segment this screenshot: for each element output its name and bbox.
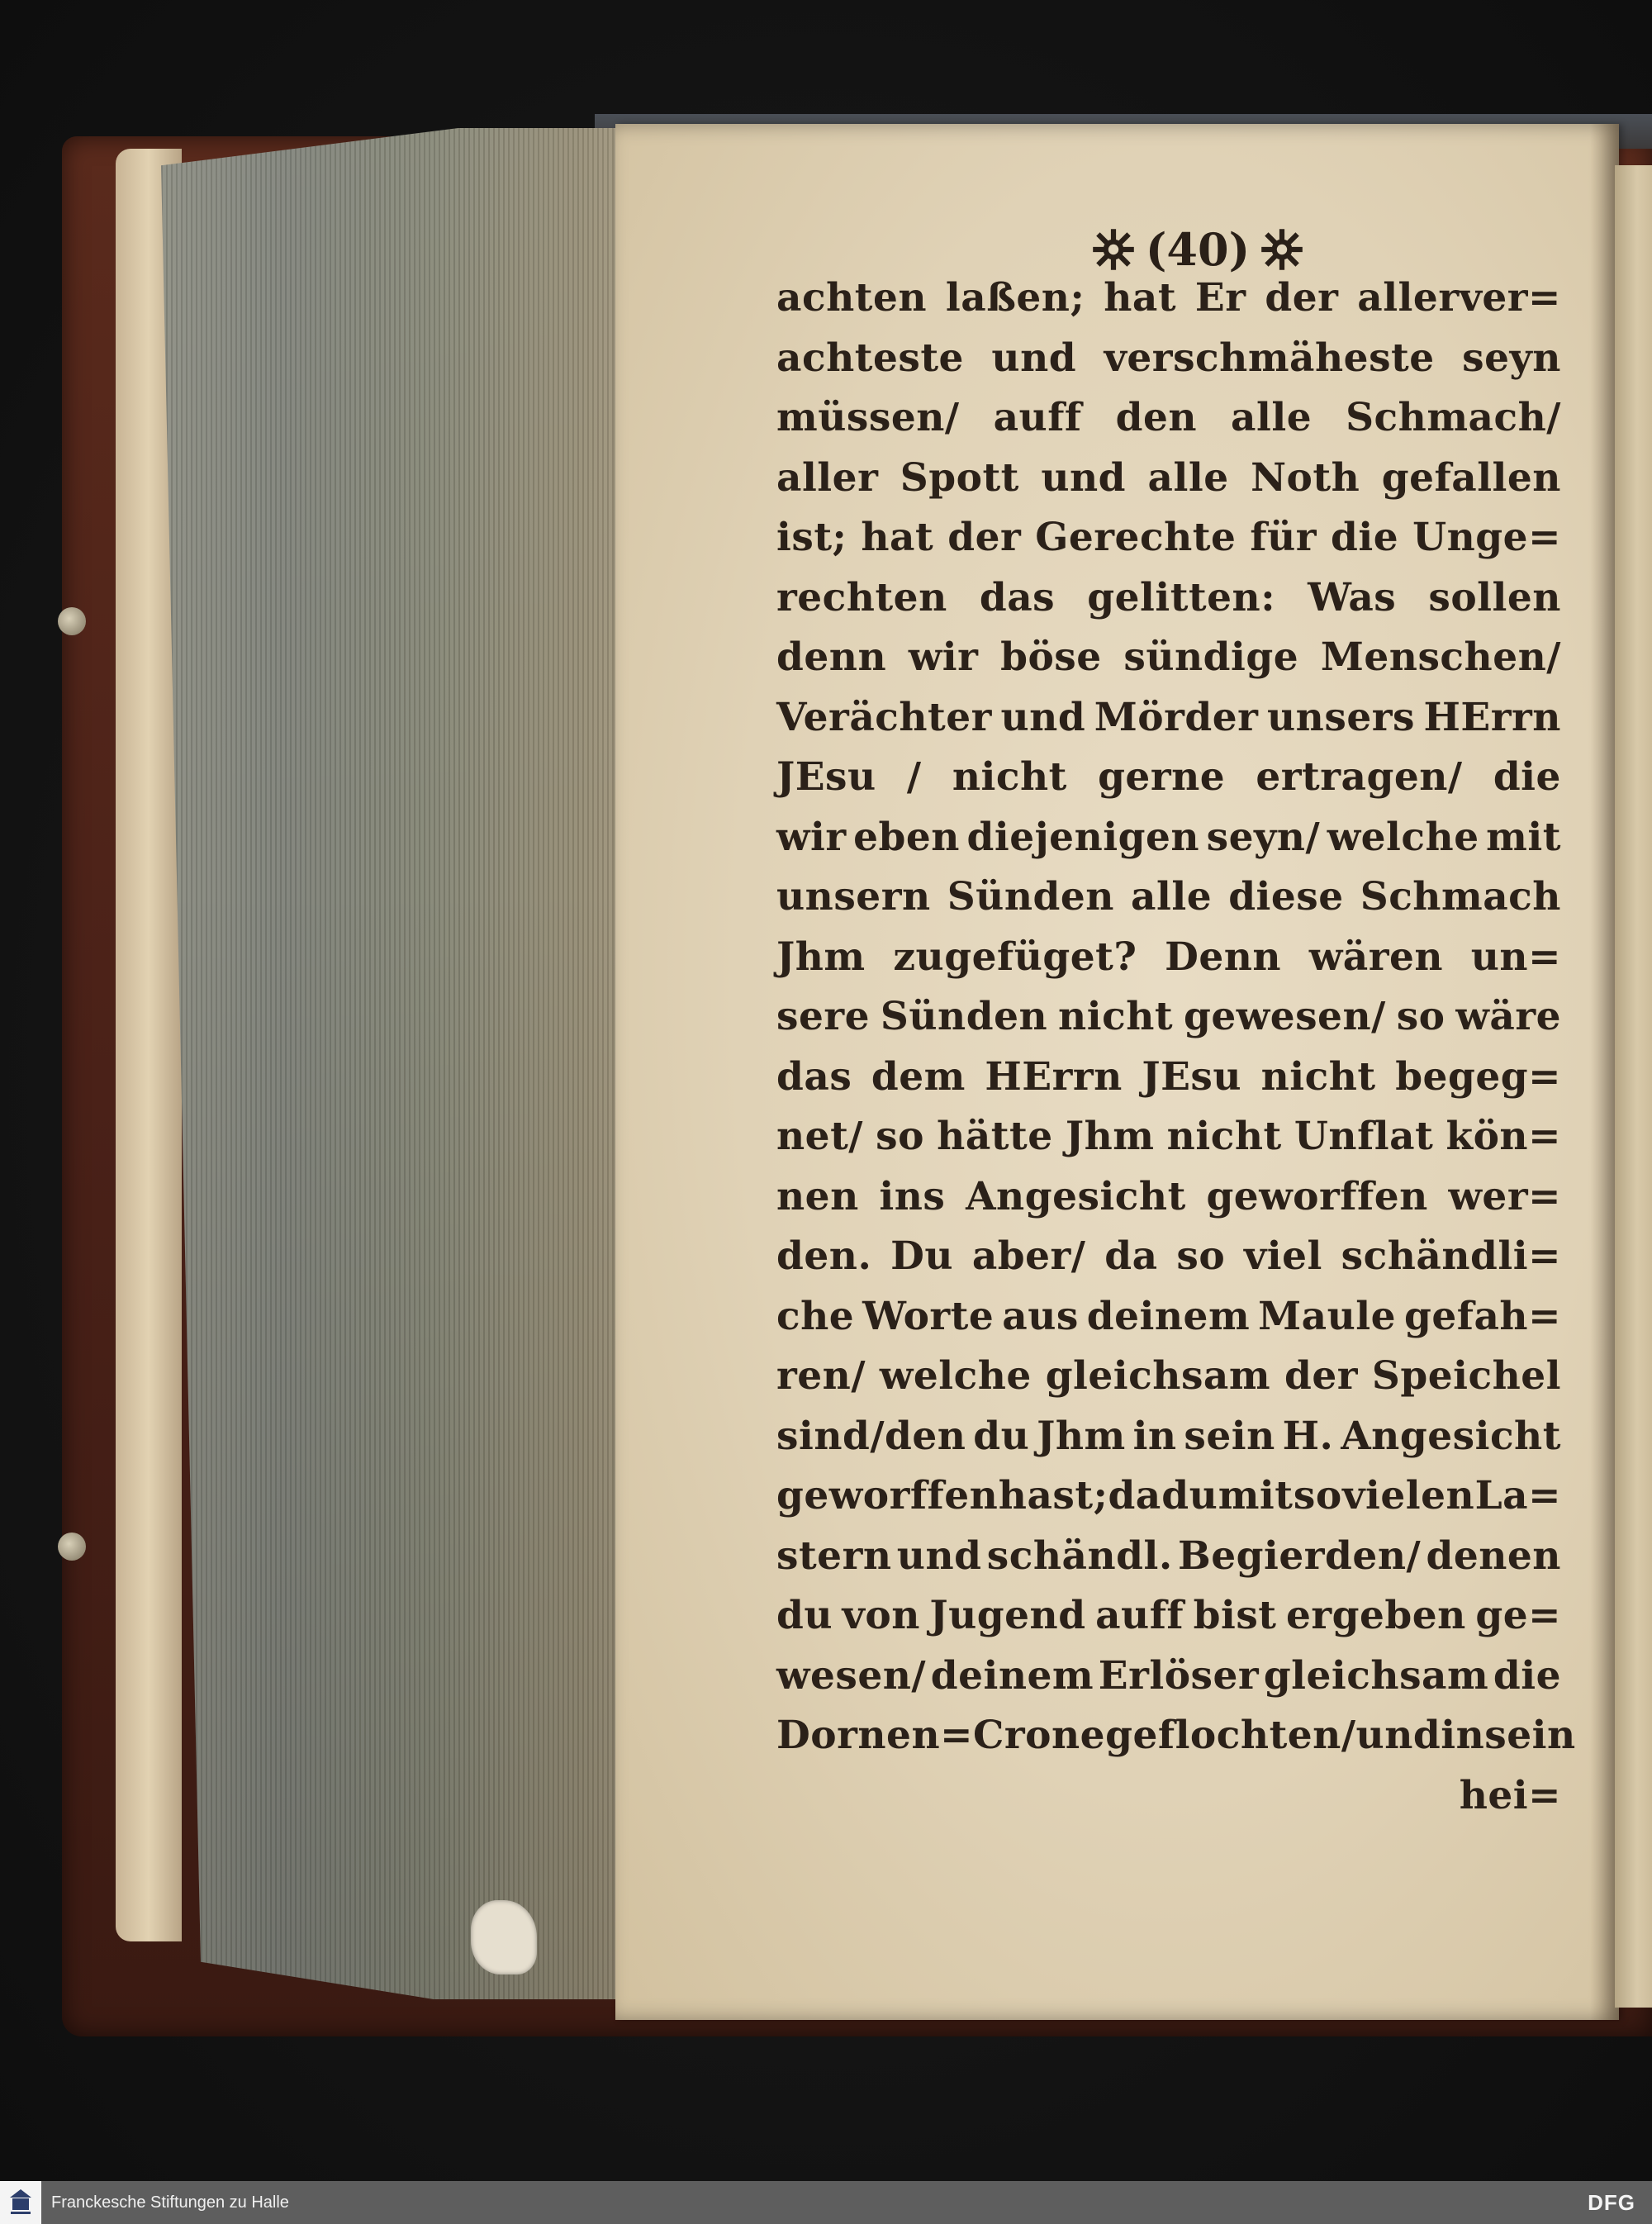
text-line: müssen/ auff den alle Schmach/ — [776, 395, 1561, 440]
clasp-lower — [58, 1533, 86, 1561]
text-line: sind/den du Jhm in sein H. Angesicht — [776, 1413, 1561, 1459]
text-line: wesen/ deinem Erlöser gleichsam die — [776, 1652, 1561, 1699]
text-line: che Worte aus deinem Maule gefah= — [776, 1293, 1561, 1339]
torn-paper — [471, 1900, 537, 1975]
page-number: (40) — [1145, 223, 1251, 276]
text-line: den. Du aber/ da so viel schändli= — [776, 1233, 1561, 1279]
text-line: denn wir böse sündige Menschen/ — [776, 634, 1561, 680]
text-line: du von Jugend auff bist ergeben ge= — [776, 1593, 1561, 1638]
text-line: aller Spott und alle Noth gefallen — [776, 454, 1561, 501]
text-line: ren/ welche gleichsam der Speichel — [776, 1353, 1561, 1399]
text-line: Dornen=Crone geflochten/ und in sein — [776, 1713, 1576, 1758]
text-line: nen ins Angesicht geworffen wer= — [776, 1173, 1561, 1219]
text-line: JEsu / nicht gerne ertragen/ die — [776, 754, 1561, 800]
viewer-footer — [0, 2181, 1652, 2224]
text-line: Verächter und Mörder unsers HErrn — [776, 694, 1561, 740]
catchword: hei= — [1459, 1772, 1561, 1818]
page-text — [776, 268, 1576, 1826]
ornament-left-icon — [1088, 224, 1139, 275]
text-line: geworffen hast;da du mit so vielen La= — [776, 1473, 1561, 1518]
text-line: rechten das gelitten: Was sollen — [776, 574, 1561, 620]
text-line: achten laßen; hat Er der allerver= — [776, 275, 1561, 321]
clasp-upper — [58, 607, 86, 635]
text-line: das dem HErrn JEsu nicht begeg= — [776, 1053, 1561, 1100]
text-line: stern und schändl. Begierden/ denen — [776, 1533, 1561, 1579]
text-line: achteste und verschmäheste seyn — [776, 335, 1561, 381]
text-line: sere Sünden nicht gewesen/ so wäre — [776, 994, 1561, 1039]
dfg-logo: DFG — [1588, 2189, 1635, 2215]
text-line: unsern Sünden alle diese Schmach — [776, 874, 1561, 920]
text-line: ist; hat der Gerechte für die Unge= — [776, 515, 1561, 560]
facing-page-edge — [1615, 165, 1652, 2008]
ornament-right-icon — [1256, 224, 1308, 275]
institution-name: Franckesche Stiftungen zu Halle — [51, 2193, 289, 2212]
institution-logo — [0, 2181, 41, 2224]
building-icon — [8, 2188, 33, 2217]
text-line: wir eben diejenigen seyn/ welche mit — [776, 814, 1561, 860]
text-line: net/ so hätte Jhm nicht Unflat kön= — [776, 1114, 1561, 1159]
text-line: Jhm zugefüget? Denn wären un= — [776, 934, 1561, 980]
